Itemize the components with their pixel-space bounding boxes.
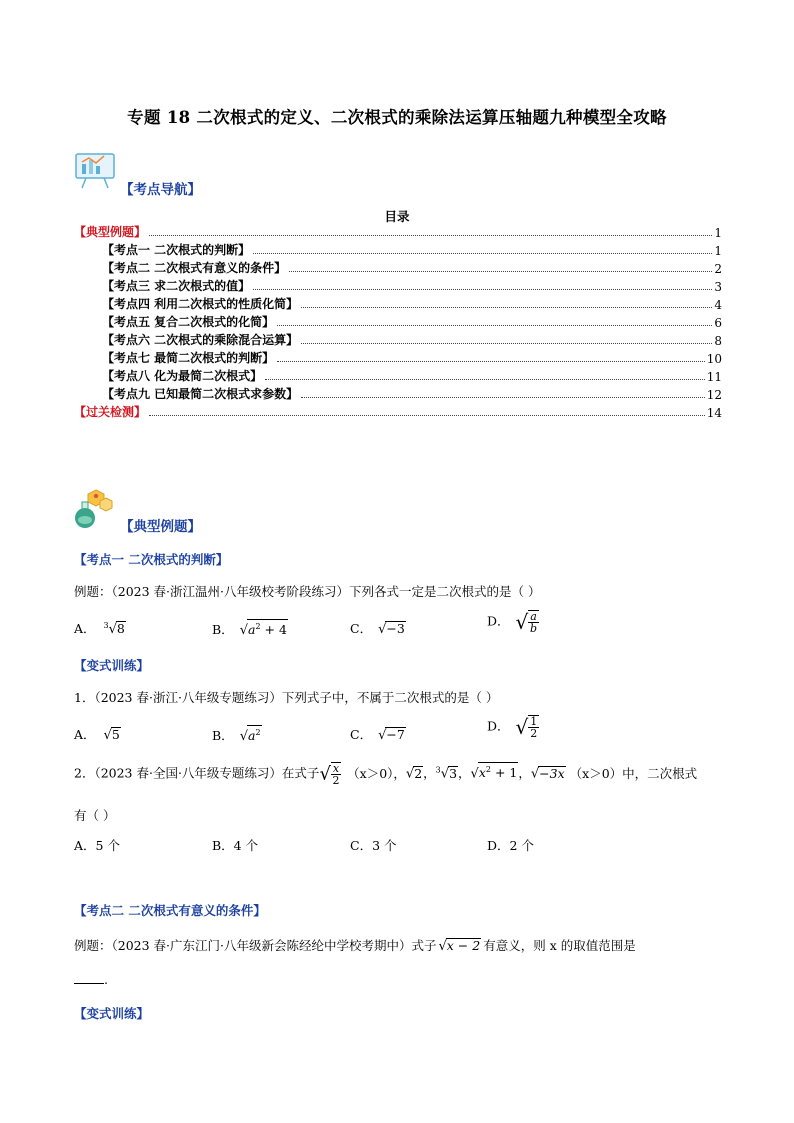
topic1-option-d: D． √ $\frac{a}{b}$ bbox=[487, 610, 538, 635]
q1-option-c: C． √−7 bbox=[350, 727, 405, 743]
answer-blank: . bbox=[74, 972, 108, 987]
q2-option-d: D．2 个 bbox=[487, 838, 534, 853]
toc-entry-page: 1 bbox=[714, 226, 722, 240]
toc-entry-label: 【考点五 复合二次根式的化简】 bbox=[102, 315, 275, 329]
toc-entry[interactable] bbox=[74, 276, 722, 294]
topic2-heading: 【考点二 二次根式有意义的条件】 bbox=[74, 903, 266, 918]
toc-entry-page: 2 bbox=[714, 262, 722, 276]
q1-option-a: A． √5 bbox=[74, 727, 120, 743]
toc-entry-label: 【考点四 利用二次根式的性质化简】 bbox=[102, 297, 299, 311]
toc-entry-page: 6 bbox=[714, 316, 722, 330]
toc-leader-dots bbox=[149, 235, 712, 236]
toc-entry[interactable] bbox=[74, 330, 722, 348]
toc-entry-page: 1 bbox=[714, 244, 722, 258]
flask-icon bbox=[72, 488, 118, 530]
toc-entry-page: 8 bbox=[714, 334, 722, 348]
toc-leader-dots bbox=[253, 289, 712, 290]
toc-leader-dots bbox=[277, 325, 712, 326]
toc-leader-dots bbox=[301, 307, 712, 308]
q1-option-b: B． $√a^2$ bbox=[212, 725, 262, 744]
toc-entry-page: 14 bbox=[706, 406, 722, 420]
topic1-option-b: B． $√a^2 + 4$ bbox=[212, 619, 288, 638]
toc-entry[interactable] bbox=[74, 240, 722, 258]
toc-entry[interactable] bbox=[74, 294, 722, 312]
toc-entry-page: 12 bbox=[706, 388, 722, 402]
toc-entry-label: 【考点三 求二次根式的值】 bbox=[102, 279, 251, 293]
topic1-variant-heading: 【变式训练】 bbox=[74, 658, 150, 673]
topic1-option-c: C． √−3 bbox=[350, 621, 405, 637]
presentation-board-icon bbox=[74, 150, 118, 190]
toc-entry[interactable] bbox=[74, 222, 722, 240]
toc-heading: 目录 bbox=[384, 209, 410, 224]
q1-option-d: D． √ $\frac{1}{2}$ bbox=[487, 715, 538, 740]
toc-leader-dots bbox=[253, 253, 712, 254]
toc-entry-page: 4 bbox=[714, 298, 722, 312]
toc-entry[interactable] bbox=[74, 258, 722, 276]
topic1-option-a: A． $^3$√8 bbox=[74, 620, 125, 637]
toc-leader-dots bbox=[301, 343, 712, 344]
toc-leader-dots bbox=[289, 271, 712, 272]
toc-entry[interactable] bbox=[74, 348, 722, 366]
topic1-question-2: 2．（2023 春·全国·八年级专题练习）在式子√ $\frac{x}{2}$ （x＞0），√2，$^3$√3，$√x^2 + 1$，√−3x （x＞0）中，二次根式 bbox=[74, 762, 698, 787]
q2-option-c: C．3 个 bbox=[350, 838, 397, 853]
toc-entry-page: 3 bbox=[714, 280, 722, 294]
q2-option-b: B．4 个 bbox=[212, 838, 259, 853]
toc-leader-dots bbox=[149, 415, 705, 416]
topic1-example: 例题：（2023 春·浙江温州·八年级校考阶段练习）下列各式一定是二次根式的是（ ） bbox=[74, 584, 541, 599]
toc-entry[interactable] bbox=[74, 402, 722, 420]
toc-leader-dots bbox=[265, 379, 705, 380]
nav-heading: 【考点导航】 bbox=[120, 182, 201, 198]
toc-entry-label: 【考点二 二次根式有意义的条件】 bbox=[102, 261, 287, 275]
toc-leader-dots bbox=[277, 361, 705, 362]
topic2-variant-heading: 【变式训练】 bbox=[74, 1006, 150, 1021]
toc-entry-label: 【考点六 二次根式的乘除混合运算】 bbox=[102, 333, 299, 347]
q2-option-a: A．5 个 bbox=[74, 838, 120, 853]
page-title: 专题 18 二次根式的定义、二次根式的乘除法运算压轴题九种模型全攻略 bbox=[127, 108, 667, 127]
toc-leader-dots bbox=[301, 397, 705, 398]
topic2-example: 例题：（2023 春·广东江门·八年级新会陈经纶中学校考期中）式子 √x − 2 有意义，则 x 的取值范围是 bbox=[74, 938, 636, 954]
toc-entry-label: 【过关检测】 bbox=[74, 405, 147, 419]
toc-entry-page: 11 bbox=[706, 370, 722, 384]
topic1-heading: 【考点一 二次根式的判断】 bbox=[74, 552, 229, 567]
toc-entry-label: 【考点九 已知最简二次根式求参数】 bbox=[102, 387, 299, 401]
toc-entry[interactable] bbox=[74, 366, 722, 384]
toc-entry-label: 【考点七 最简二次根式的判断】 bbox=[102, 351, 275, 365]
table-of-contents bbox=[74, 222, 722, 420]
toc-entry-page: 10 bbox=[706, 352, 722, 366]
toc-entry-label: 【典型例题】 bbox=[74, 225, 147, 239]
topic1-question-1: 1．（2023 春·浙江·八年级专题练习）下列式子中，不属于二次根式的是（ ） bbox=[74, 690, 499, 705]
toc-entry-label: 【考点八 化为最简二次根式】 bbox=[102, 369, 263, 383]
toc-entry[interactable] bbox=[74, 384, 722, 402]
toc-entry[interactable] bbox=[74, 312, 722, 330]
toc-entry-label: 【考点一 二次根式的判断】 bbox=[102, 243, 251, 257]
topic1-question-2-line2: 有（ ） bbox=[74, 808, 116, 823]
examples-heading: 【典型例题】 bbox=[120, 519, 201, 535]
